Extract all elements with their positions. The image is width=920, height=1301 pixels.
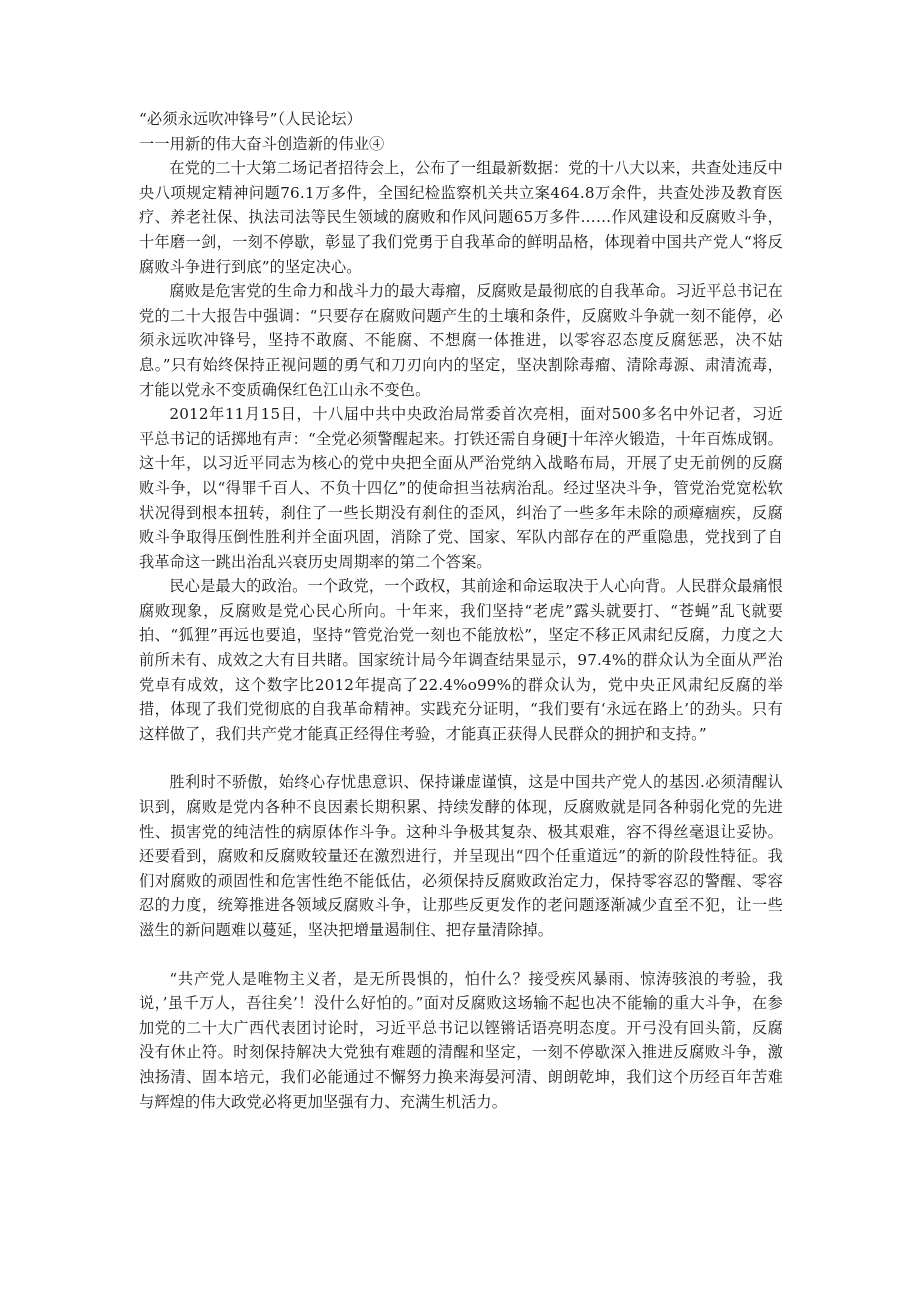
article-title: “必须永远吹冲锋号”（人民论坛） bbox=[139, 110, 362, 128]
article-subtitle: 一一用新的伟大奋斗创造新的伟业④ bbox=[139, 134, 385, 153]
paragraph-2: 腐败是危害党的生命力和战斗力的最大毒瘤，反腐败是最彻底的自我革命。习近平总书记在党的二十大报告中强调：“只要存在腐败问题产生的土壤和条件，反腐败斗争就一刻不能停，必须永远吹冲锋号，坚持不敢腐、不能腐、不想腐一体推进，以零容忍态度反腐惩恶，决不姑息。”只有始终保持正视问题的勇气和刀刃向内的坚定，坚决割除毒瘤、清除毒源、肃清流毒，才能以党永不变质确保红色江山永不变色。 bbox=[139, 282, 783, 399]
paragraph-5: 胜利时不骄傲，始终心存忧患意识、保持谦虚谨慎，这是中国共产党人的基因.必须清醒认识到，腐败是党内各种不良因素长期积累、持续发酵的体现，反腐败就是同各种弱化党的先进性、损害党的纯洁性的病原体作斗争。这种斗争极其复杂、极其艰难，容不得丝毫退让妥协。还要看到，腐败和反腐败较量还在激烈进行，并呈现出“四个任重道远”的新的阶段性特征。我们对腐败的顽固性和危害性绝不能低估，必须保持反腐败政治定力，保持零容忍的警醒、零容忍的力度，统筹推进各领域反腐败斗争，让那些反更发作的老问题逐渐减少直至不犯，让一些滋生的新问题难以蔓延，坚决把增量遏制住、把存量清除掉。 bbox=[139, 773, 783, 939]
article-body bbox=[139, 107, 783, 1114]
paragraph-3: 2012年11月15日，十八届中共中央政治局常委首次亮相，面对500多名中外记者，习近平总书记的话掷地有声：“全党必须警醒起来。打铁还需自身硬J十年淬火锻造，十年百炼成钢。这十年，以习近平同志为核心的党中央把全面从严治党纳入战略布局，开展了史无前例的反腐败斗争，以“得罪千百人、不负十四亿”的使命担当祛病治乱。经过坚决斗争，管党治党宽松软状况得到根本扭转，刹住了一些长期没有刹住的歪风，纠治了一些多年未除的顽瘴痼疾，反腐败斗争取得压倒性胜利并全面巩固，消除了党、国家、军队内部存在的严重隐患，党找到了自我革命这一跳出治乱兴衰历史周期率的第二个答案。 bbox=[139, 405, 783, 571]
paragraph-4: 民心是最大的政治。一个政党，一个政权，其前途和命运取决于人心向背。人民群众最痛恨腐败现象，反腐败是党心民心所向。十年来，我们坚持“老虎”露头就要打、“苍蝇”乱飞就要拍、“狐狸”再远也要追，坚持“管党治党一刻也不能放松”，坚定不移正风肃纪反腐，力度之大前所未有、成效之大有目共睹。国家统计局今年调查结果显示，97.4%的群众认为全面从严治党卓有成效，这个数字比2012年提高了22.4%o99%的群众认为，党中央正风肃纪反腐的举措，体现了我们党彻底的自我革命精神。实践充分证明，“我们要有‘永远在路上’的劲头。只有这样做了，我们共产党才能真正经得住考验，才能真正获得人民群众的拥护和支持。” bbox=[139, 577, 783, 743]
paragraph-1: 在党的二十大第二场记者招待会上，公布了一组最新数据：党的十八大以来，共查处违反中央八项规定精神问题76.1万多件，全国纪检监察机关共立案464.8万余件，共查处涉及教育医疗、养老社保、执法司法等民生领域的腐败和作风问题65万多件……作风建设和反腐败斗争，十年磨一剑，一刻不停歇，彰显了我们党勇于自我革命的鲜明品格，体现着中国共产党人“将反腐败斗争进行到底”的坚定决心。 bbox=[139, 159, 783, 276]
paragraph-6: “共产党人是唯物主义者，是无所畏惧的，怕什么？接受疾风暴雨、惊涛骇浪的考验，我说，’虽千万人，吾往矣’！没什么好怕的。”面对反腐败这场输不起也决不能输的重大斗争，在参加党的二十大广西代表团讨论时，习近平总书记以铿锵话语亮明态度。开弓没有回头箭，反腐没有休止符。时刻保持解决大党独有难题的清醒和坚定，一刻不停歇深入推进反腐败斗争，激浊扬清、固本培元，我们必能通过不懈努力换来海晏河清、朗朗乾坤，我们这个历经百年苦难与辉煌的伟大政党必将更加坚强有力、充满生机活力。 bbox=[139, 969, 783, 1111]
